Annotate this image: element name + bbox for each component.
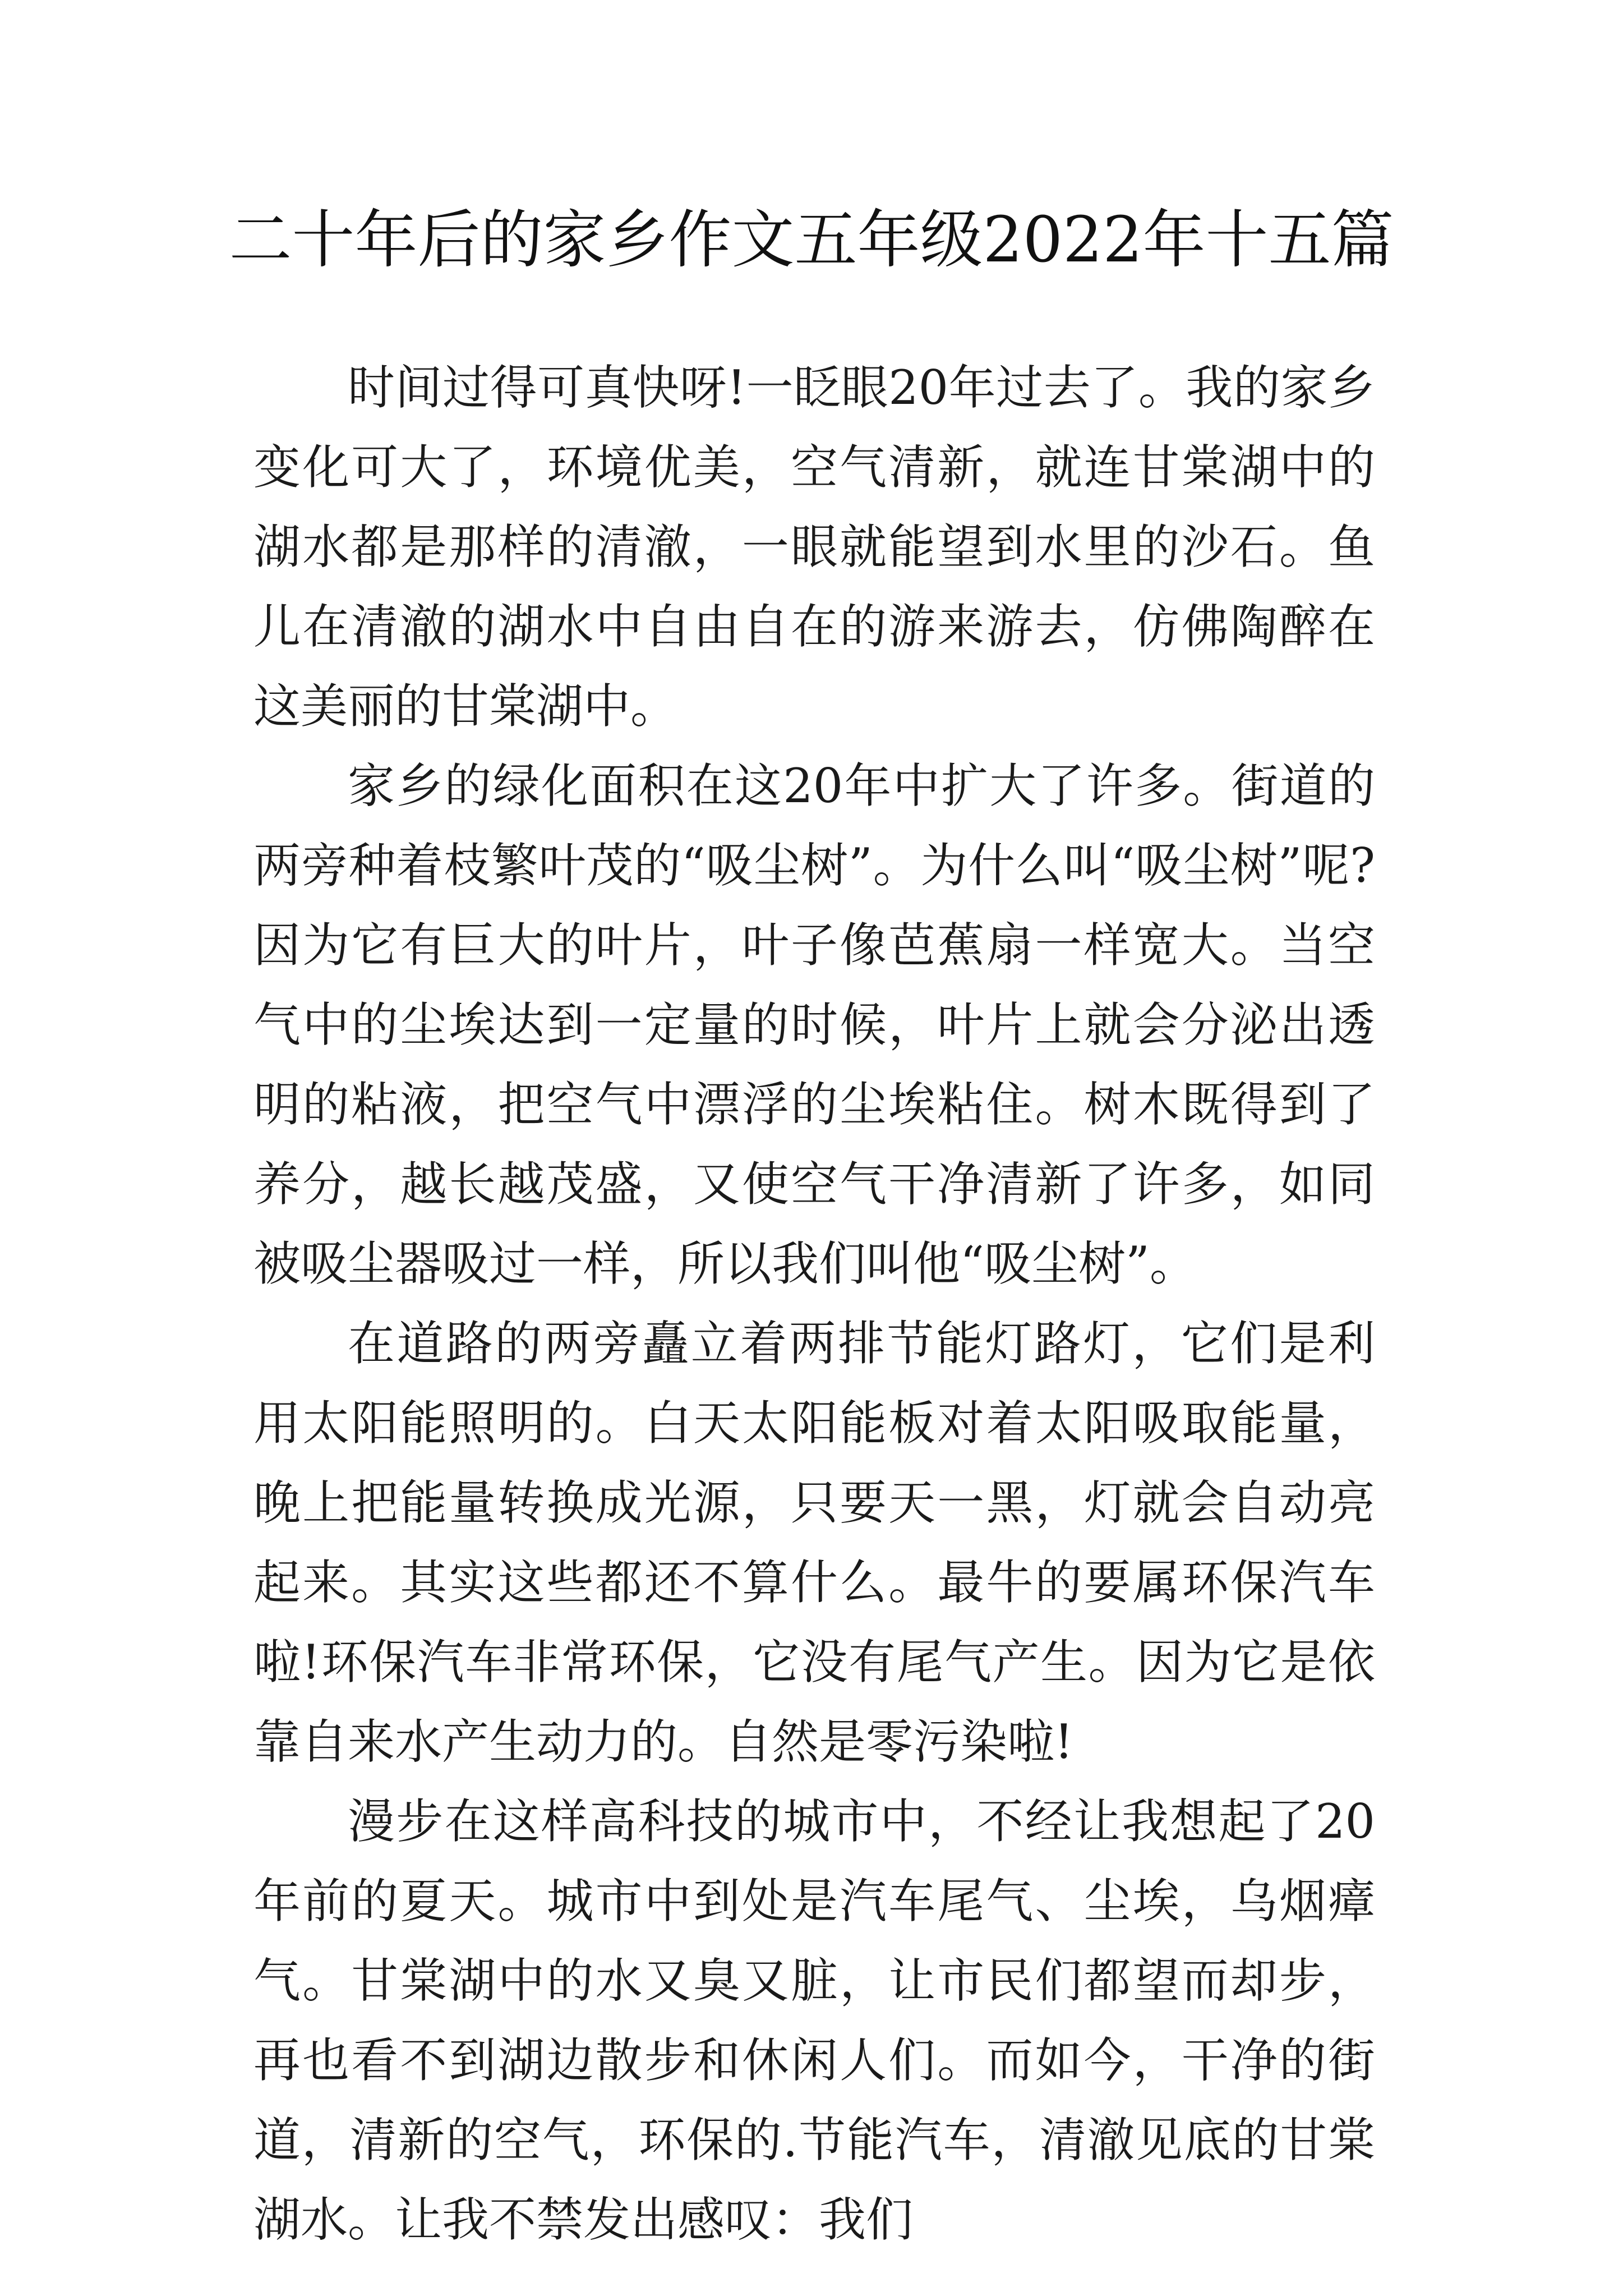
document-title: 二十年后的家乡作文五年级2022年十五篇 bbox=[229, 204, 1394, 277]
paragraph-3: 在道路的两旁矗立着两排节能灯路灯，它们是利用太阳能照明的。白天太阳能板对着太阳吸取能量，晚上把能量转换成光源，只要天一黑，灯就会自动亮起来。其实这些都还不算什么。最牛的要属环保汽车啦!环保汽车非常环保，它没有尾气产生。因为它是依靠自来水产生动力的。自然是零污染啦! bbox=[253, 1316, 1375, 1769]
paragraph-1: 时间过得可真快呀!一眨眼20年过去了。我的家乡变化可大了，环境优美，空气清新，就连甘棠湖中的湖水都是那样的清澈，一眼就能望到水里的沙石。鱼儿在清澈的湖水中自由自在的游来游去，仿佛陶醉在这美丽的甘棠湖中。 bbox=[253, 360, 1375, 734]
paragraph-4: 漫步在这样高科技的城市中，不经让我想起了20年前的夏天。城市中到处是汽车尾气、尘埃，乌烟瘴气。甘棠湖中的水又臭又脏，让市民们都望而却步，再也看不到湖边散步和休闲人们。而如今，干净的街道，清新的空气，环保的.节能汽车，清澈见底的甘棠湖水。让我不禁发出感叹：我们 bbox=[253, 1794, 1375, 2247]
document-body bbox=[253, 348, 1375, 2260]
paragraph-2: 家乡的绿化面积在这20年中扩大了许多。街道的两旁种着枝繁叶茂的“吸尘树”。为什么叫“吸尘树”呢?因为它有巨大的叶片，叶子像芭蕉扇一样宽大。当空气中的尘埃达到一定量的时候，叶片上就会分泌出透明的粘液，把空气中漂浮的尘埃粘住。树木既得到了养分，越长越茂盛，又使空气干净清新了许多，如同被吸尘器吸过一样，所以我们叫他“吸尘树”。 bbox=[253, 758, 1375, 1291]
